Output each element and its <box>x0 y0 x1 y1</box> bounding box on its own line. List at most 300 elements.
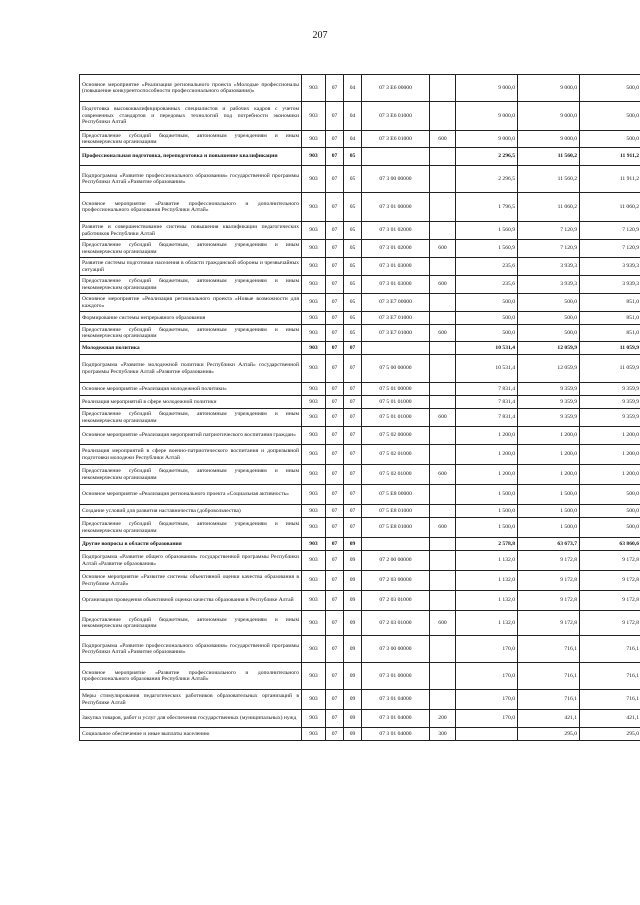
table-cell-target-article: 07 5 01 00000 <box>362 383 430 396</box>
table-cell-subsection: 04 <box>344 75 362 102</box>
table-cell-subsection: 09 <box>344 591 362 611</box>
table-cell-subsection: 04 <box>344 131 362 148</box>
table-cell-grbs: 903 <box>302 222 326 240</box>
table-cell-expense-type: 200 <box>430 710 456 728</box>
table-cell-section: 07 <box>326 258 344 276</box>
table-cell-subsection: 09 <box>344 636 362 663</box>
table-cell-amount-2: 1 200,0 <box>518 445 580 465</box>
table-cell-expense-type: 300 <box>430 728 456 741</box>
table-cell-subsection: 09 <box>344 728 362 741</box>
table-cell-target-article: 07 3 E6 01000 <box>362 102 430 131</box>
table-cell-section: 07 <box>326 663 344 690</box>
table-row <box>80 294 640 312</box>
table-cell-section: 07 <box>326 728 344 741</box>
table-cell-amount-3: 9 172,8 <box>580 591 640 611</box>
table-cell-amount-2: 7 120,9 <box>518 222 580 240</box>
table-cell-subsection: 05 <box>344 294 362 312</box>
table-cell-target-article: 07 3 01 04000 <box>362 728 430 741</box>
table-cell-amount-1: 2 296,5 <box>456 166 518 193</box>
table-cell-subsection: 09 <box>344 690 362 710</box>
table-cell-section: 07 <box>326 342 344 355</box>
table-cell-amount-2: 716,1 <box>518 663 580 690</box>
table-cell-target-article: 07 3 E7 01000 <box>362 325 430 342</box>
table-cell-target-article: 07 3 E6 00000 <box>362 75 430 102</box>
table-cell-amount-1: 1 500,0 <box>456 505 518 518</box>
table-cell-amount-3: 7 120,9 <box>580 240 640 258</box>
table-cell-subsection: 07 <box>344 396 362 409</box>
table-cell-amount-3: 11 059,9 <box>580 342 640 355</box>
table-row <box>80 636 640 663</box>
table-cell-amount-1: 9 000,0 <box>456 131 518 148</box>
table-cell-expense-type: 600 <box>430 611 456 636</box>
table-cell-grbs: 903 <box>302 166 326 193</box>
table-cell-grbs: 903 <box>302 240 326 258</box>
table-cell-grbs: 903 <box>302 427 326 445</box>
table-cell-subsection: 07 <box>344 518 362 538</box>
table-cell-expense-type <box>430 690 456 710</box>
table-cell-expense-type <box>430 222 456 240</box>
table-cell-section: 07 <box>326 276 344 294</box>
table-cell-section: 07 <box>326 690 344 710</box>
table-cell-amount-3: 1 200,0 <box>580 465 640 485</box>
table-cell-name: Предоставление субсидий бюджетным, автономным учреждениям и иным некоммерческим организациям <box>80 325 302 342</box>
table-row <box>80 465 640 485</box>
table-cell-grbs: 903 <box>302 258 326 276</box>
table-row <box>80 102 640 131</box>
table-cell-grbs: 903 <box>302 396 326 409</box>
table-cell-section: 07 <box>326 240 344 258</box>
table-cell-amount-2: 295,0 <box>518 728 580 741</box>
table-cell-amount-2: 7 120,9 <box>518 240 580 258</box>
table-cell-grbs: 903 <box>302 342 326 355</box>
table-cell-subsection: 05 <box>344 148 362 166</box>
table-cell-amount-2: 500,0 <box>518 294 580 312</box>
table-cell-subsection: 09 <box>344 538 362 551</box>
table-cell-amount-3: 9 359,9 <box>580 409 640 427</box>
table-cell-section: 07 <box>326 131 344 148</box>
table-cell-name: Создание условий для развития наставничества (добровольчества) <box>80 505 302 518</box>
table-cell-amount-1: 7 831,4 <box>456 396 518 409</box>
table-cell-subsection: 05 <box>344 312 362 325</box>
table-cell-section: 07 <box>326 75 344 102</box>
table-row <box>80 710 640 728</box>
table-cell-target-article: 07 3 01 02000 <box>362 222 430 240</box>
table-cell-section: 07 <box>326 538 344 551</box>
table-cell-amount-1: 1 560,9 <box>456 222 518 240</box>
table-cell-amount-2: 1 200,0 <box>518 427 580 445</box>
table-cell-grbs: 903 <box>302 355 326 383</box>
table-cell-name: Основное мероприятие «Реализация регионального проекта «Новые возможности для каждого» <box>80 294 302 312</box>
table-cell-expense-type <box>430 396 456 409</box>
table-cell-grbs: 903 <box>302 312 326 325</box>
table-cell-amount-1: 9 000,0 <box>456 75 518 102</box>
table-cell-amount-3: 500,0 <box>580 518 640 538</box>
table-cell-amount-1: 2 296,5 <box>456 148 518 166</box>
table-cell-amount-3: 716,1 <box>580 690 640 710</box>
table-cell-section: 07 <box>326 551 344 571</box>
table-cell-amount-1: 1 796,5 <box>456 193 518 222</box>
table-cell-expense-type <box>430 571 456 591</box>
table-cell-name: Основное мероприятие «Реализация регионального проекта «Социальная активность» <box>80 485 302 505</box>
table-cell-grbs: 903 <box>302 505 326 518</box>
table-cell-subsection: 05 <box>344 240 362 258</box>
table-cell-grbs: 903 <box>302 611 326 636</box>
table-cell-expense-type <box>430 591 456 611</box>
table-cell-subsection: 05 <box>344 193 362 222</box>
table-cell-amount-3: 500,0 <box>580 485 640 505</box>
table-cell-subsection: 07 <box>344 427 362 445</box>
table-cell-grbs: 903 <box>302 131 326 148</box>
table-cell-section: 07 <box>326 325 344 342</box>
table-cell-amount-3: 295,0 <box>580 728 640 741</box>
table-cell-expense-type <box>430 383 456 396</box>
table-cell-target-article: 07 5 E8 01000 <box>362 518 430 538</box>
table-cell-target-article: 07 5 00 00000 <box>362 355 430 383</box>
table-cell-amount-1: 1 132,0 <box>456 611 518 636</box>
table-cell-grbs: 903 <box>302 538 326 551</box>
table-cell-target-article: 07 3 01 02000 <box>362 240 430 258</box>
table-row <box>80 342 640 355</box>
table-cell-section: 07 <box>326 193 344 222</box>
table-cell-section: 07 <box>326 222 344 240</box>
table-cell-subsection: 07 <box>344 465 362 485</box>
table-row <box>80 505 640 518</box>
table-cell-expense-type <box>430 102 456 131</box>
table-cell-amount-1: 235,6 <box>456 276 518 294</box>
table-cell-target-article: 07 3 01 04000 <box>362 690 430 710</box>
table-cell-target-article: 07 3 E7 01000 <box>362 312 430 325</box>
table-cell-amount-1: 1 500,0 <box>456 485 518 505</box>
table-cell-amount-3: 11 911,2 <box>580 166 640 193</box>
table-cell-name: Предоставление субсидий бюджетным, автономным учреждениям и иным некоммерческим организациям <box>80 240 302 258</box>
table-cell-subsection: 09 <box>344 571 362 591</box>
table-cell-expense-type <box>430 148 456 166</box>
table-cell-amount-2: 11 560,2 <box>518 166 580 193</box>
table-cell-target-article: 07 5 02 00000 <box>362 427 430 445</box>
table-cell-name: Основное мероприятие «Развитие профессионального и дополнительного профессионального образования Республики Алтай» <box>80 193 302 222</box>
table-cell-section: 07 <box>326 148 344 166</box>
table-cell-section: 07 <box>326 518 344 538</box>
table-cell-grbs: 903 <box>302 445 326 465</box>
table-cell-name: Реализация мероприятий в сфере молодежной политики <box>80 396 302 409</box>
table-cell-amount-3: 851,0 <box>580 325 640 342</box>
table-cell-subsection: 09 <box>344 710 362 728</box>
table-cell-amount-2: 9 172,8 <box>518 591 580 611</box>
table-cell-subsection: 05 <box>344 258 362 276</box>
table-row <box>80 355 640 383</box>
table-cell-target-article <box>362 342 430 355</box>
table-cell-expense-type <box>430 258 456 276</box>
table-cell-grbs: 903 <box>302 551 326 571</box>
table-cell-grbs: 903 <box>302 728 326 741</box>
table-cell-grbs: 903 <box>302 485 326 505</box>
table-cell-subsection: 05 <box>344 325 362 342</box>
table-cell-amount-2: 1 500,0 <box>518 485 580 505</box>
table-cell-name: Основное мероприятие «Реализация мероприятий патриотического воспитания граждан» <box>80 427 302 445</box>
table-cell-expense-type <box>430 445 456 465</box>
table-cell-expense-type <box>430 312 456 325</box>
table-row <box>80 396 640 409</box>
table-row <box>80 427 640 445</box>
table-cell-expense-type: 600 <box>430 131 456 148</box>
table-row <box>80 325 640 342</box>
table-cell-grbs: 903 <box>302 75 326 102</box>
table-cell-grbs: 903 <box>302 710 326 728</box>
table-cell-name: Подпрограмма «Развитие профессионального образования» государственной программы Республики Алтай «Развитие образования» <box>80 166 302 193</box>
table-cell-amount-2: 500,0 <box>518 312 580 325</box>
table-cell-target-article: 07 3 01 00000 <box>362 193 430 222</box>
table-cell-amount-1: 2 578,8 <box>456 538 518 551</box>
table-cell-name: Социальное обеспечение и иные выплаты населению <box>80 728 302 741</box>
table-cell-target-article <box>362 538 430 551</box>
table-row <box>80 193 640 222</box>
table-cell-amount-1: 7 831,4 <box>456 409 518 427</box>
table-cell-target-article: 07 2 03 00000 <box>362 571 430 591</box>
table-cell-expense-type <box>430 663 456 690</box>
table-cell-amount-2: 3 939,3 <box>518 258 580 276</box>
table-row <box>80 148 640 166</box>
table-cell-name: Основное мероприятие «Реализация регионального проекта «Молодые профессионалы (повышение конкурентоспособности профессионального образования)» <box>80 75 302 102</box>
table-cell-amount-1: 1 560,9 <box>456 240 518 258</box>
table-cell-section: 07 <box>326 355 344 383</box>
table-cell-subsection: 07 <box>344 409 362 427</box>
table-cell-name: Подготовка высококвалифицированных специалистов и рабочих кадров с учетом современных стандартов и передовых технологий под потребности экономики Республики Алтай <box>80 102 302 131</box>
table-cell-expense-type: 600 <box>430 409 456 427</box>
table-cell-expense-type <box>430 355 456 383</box>
table-row <box>80 551 640 571</box>
table-cell-name: Профессиональная подготовка, переподготовка и повышение квалификации <box>80 148 302 166</box>
table-cell-amount-3: 716,1 <box>580 663 640 690</box>
table-cell-target-article: 07 2 03 01000 <box>362 591 430 611</box>
table-cell-amount-2: 9 359,9 <box>518 396 580 409</box>
table-cell-amount-1: 1 500,0 <box>456 518 518 538</box>
table-row <box>80 222 640 240</box>
table-cell-name: Предоставление субсидий бюджетным, автономным учреждениям и иным некоммерческим организациям <box>80 518 302 538</box>
table-cell-grbs: 903 <box>302 518 326 538</box>
table-cell-target-article: 07 3 E7 00000 <box>362 294 430 312</box>
table-cell-section: 07 <box>326 611 344 636</box>
table-cell-amount-1 <box>456 728 518 741</box>
table-cell-expense-type <box>430 166 456 193</box>
table-cell-amount-2: 9 000,0 <box>518 102 580 131</box>
table-cell-amount-3: 9 359,9 <box>580 396 640 409</box>
table-cell-amount-1: 170,0 <box>456 663 518 690</box>
table-cell-target-article: 07 3 E6 01000 <box>362 131 430 148</box>
table-cell-name: Предоставление субсидий бюджетным, автономным учреждениям и иным некоммерческим организациям <box>80 465 302 485</box>
table-cell-section: 07 <box>326 312 344 325</box>
table-cell-expense-type <box>430 485 456 505</box>
table-cell-grbs: 903 <box>302 294 326 312</box>
table-cell-amount-1: 1 132,0 <box>456 551 518 571</box>
table-cell-expense-type <box>430 75 456 102</box>
table-cell-target-article: 07 5 01 01000 <box>362 396 430 409</box>
table-cell-section: 07 <box>326 383 344 396</box>
table-cell-grbs: 903 <box>302 690 326 710</box>
table-cell-section: 07 <box>326 571 344 591</box>
table-cell-amount-2: 11 060,2 <box>518 193 580 222</box>
table-cell-name: Организация проведения объективной оценки качества образования в Республике Алтай <box>80 591 302 611</box>
table-cell-subsection: 09 <box>344 611 362 636</box>
table-cell-target-article: 07 3 01 03000 <box>362 258 430 276</box>
table-cell-amount-3: 9 172,8 <box>580 551 640 571</box>
table-cell-amount-2: 1 200,0 <box>518 465 580 485</box>
table-cell-target-article <box>362 148 430 166</box>
table-row <box>80 663 640 690</box>
table-cell-amount-1: 1 200,0 <box>456 427 518 445</box>
table-cell-grbs: 903 <box>302 465 326 485</box>
table-cell-amount-3: 500,0 <box>580 75 640 102</box>
table-cell-amount-2: 12 059,9 <box>518 355 580 383</box>
table-cell-amount-2: 9 172,8 <box>518 611 580 636</box>
table-row <box>80 591 640 611</box>
table-cell-amount-1: 500,0 <box>456 325 518 342</box>
table-cell-section: 07 <box>326 485 344 505</box>
table-cell-amount-1: 170,0 <box>456 710 518 728</box>
table-cell-subsection: 07 <box>344 505 362 518</box>
table-cell-amount-2: 12 059,9 <box>518 342 580 355</box>
table-cell-expense-type <box>430 505 456 518</box>
table-cell-target-article: 07 5 E8 00000 <box>362 485 430 505</box>
table-cell-target-article: 07 3 01 04000 <box>362 710 430 728</box>
table-cell-section: 07 <box>326 396 344 409</box>
table-cell-subsection: 07 <box>344 342 362 355</box>
table-cell-name: Предоставление субсидий бюджетным, автономным учреждениям и иным некоммерческим организациям <box>80 409 302 427</box>
table-cell-subsection: 09 <box>344 663 362 690</box>
table-cell-name: Предоставление субсидий бюджетным, автономным учреждениям и иным некоммерческим организациям <box>80 131 302 148</box>
table-row <box>80 518 640 538</box>
table-cell-grbs: 903 <box>302 148 326 166</box>
table-cell-expense-type <box>430 551 456 571</box>
table-cell-expense-type <box>430 193 456 222</box>
table-cell-name: Реализация мероприятий в сфере военно-патриотического воспитания и допризывной подготовки молодежи Республики Алтай <box>80 445 302 465</box>
table-cell-amount-3: 851,0 <box>580 294 640 312</box>
table-cell-amount-3: 421,1 <box>580 710 640 728</box>
table-cell-section: 07 <box>326 636 344 663</box>
table-cell-amount-3: 9 172,8 <box>580 611 640 636</box>
table-cell-amount-2: 9 359,9 <box>518 409 580 427</box>
table-cell-target-article: 07 3 00 00000 <box>362 166 430 193</box>
table-row <box>80 538 640 551</box>
table-cell-name: Подпрограмма «Развитие профессионального образования» государственной программы Республики Алтай «Развитие образования» <box>80 636 302 663</box>
table-cell-name: Другие вопросы в области образования <box>80 538 302 551</box>
table-row <box>80 690 640 710</box>
table-cell-section: 07 <box>326 710 344 728</box>
table-cell-grbs: 903 <box>302 571 326 591</box>
table-row <box>80 409 640 427</box>
table-cell-expense-type <box>430 427 456 445</box>
table-row <box>80 131 640 148</box>
table-cell-target-article: 07 3 00 00000 <box>362 636 430 663</box>
table-cell-expense-type: 600 <box>430 465 456 485</box>
table-cell-amount-1: 10 531,4 <box>456 355 518 383</box>
table-cell-expense-type <box>430 342 456 355</box>
table-cell-section: 07 <box>326 591 344 611</box>
page-number: 207 <box>312 30 328 41</box>
table-cell-grbs: 903 <box>302 276 326 294</box>
table-cell-name: Меры стимулирования педагогических работников образовательных организаций в Республике Алтай <box>80 690 302 710</box>
table-cell-amount-3: 1 200,0 <box>580 427 640 445</box>
table-cell-amount-2: 9 359,9 <box>518 383 580 396</box>
table-cell-section: 07 <box>326 102 344 131</box>
table-cell-grbs: 903 <box>302 325 326 342</box>
table-cell-amount-3: 500,0 <box>580 505 640 518</box>
table-cell-subsection: 07 <box>344 485 362 505</box>
table-cell-amount-2: 9 172,8 <box>518 571 580 591</box>
table-cell-target-article: 07 3 01 03000 <box>362 276 430 294</box>
table-cell-amount-2: 9 172,8 <box>518 551 580 571</box>
table-row <box>80 166 640 193</box>
table-cell-section: 07 <box>326 465 344 485</box>
table-cell-subsection: 05 <box>344 166 362 193</box>
table-cell-section: 07 <box>326 427 344 445</box>
table-cell-amount-1: 7 831,4 <box>456 383 518 396</box>
table-cell-amount-3: 716,1 <box>580 636 640 663</box>
table-cell-expense-type: 600 <box>430 518 456 538</box>
table-cell-subsection: 07 <box>344 383 362 396</box>
table-cell-amount-3: 11 060,2 <box>580 193 640 222</box>
table-cell-target-article: 07 5 02 01000 <box>362 445 430 465</box>
table-cell-amount-3: 9 359,9 <box>580 383 640 396</box>
table-cell-target-article: 07 2 03 01000 <box>362 611 430 636</box>
table-cell-grbs: 903 <box>302 193 326 222</box>
table-cell-name: Предоставление субсидий бюджетным, автономным учреждениям и иным некоммерческим организациям <box>80 611 302 636</box>
table-cell-grbs: 903 <box>302 591 326 611</box>
table-cell-amount-1: 235,6 <box>456 258 518 276</box>
table-cell-amount-3: 7 120,9 <box>580 222 640 240</box>
table-cell-expense-type <box>430 294 456 312</box>
table-cell-subsection: 07 <box>344 445 362 465</box>
table-row <box>80 75 640 102</box>
table-row <box>80 240 640 258</box>
table-cell-amount-2: 3 939,3 <box>518 276 580 294</box>
table-cell-target-article: 07 5 E8 01000 <box>362 505 430 518</box>
table-cell-amount-2: 11 560,2 <box>518 148 580 166</box>
table-row <box>80 312 640 325</box>
table-cell-amount-1: 1 132,0 <box>456 591 518 611</box>
table-cell-target-article: 07 2 00 00000 <box>362 551 430 571</box>
table-cell-section: 07 <box>326 294 344 312</box>
table-cell-amount-1: 500,0 <box>456 312 518 325</box>
table-cell-expense-type: 600 <box>430 240 456 258</box>
table-cell-grbs: 903 <box>302 636 326 663</box>
table-cell-amount-3: 851,0 <box>580 312 640 325</box>
table-cell-name: Основное мероприятие «Реализация молодежной политики» <box>80 383 302 396</box>
table-cell-name: Подпрограмма «Развитие общего образования» государственной программы Республики Алтай «Развитие образования» <box>80 551 302 571</box>
table-cell-subsection: 07 <box>344 355 362 383</box>
table-cell-name: Развитие и совершенствование системы повышения квалификации педагогических работников Республики Алтай <box>80 222 302 240</box>
budget-table <box>79 74 640 741</box>
table-cell-amount-1: 1 132,0 <box>456 571 518 591</box>
table-cell-amount-3: 9 172,8 <box>580 571 640 591</box>
table-cell-section: 07 <box>326 505 344 518</box>
table-cell-amount-3: 1 200,0 <box>580 445 640 465</box>
table-cell-amount-1: 500,0 <box>456 294 518 312</box>
table-cell-grbs: 903 <box>302 102 326 131</box>
table-cell-amount-2: 9 000,0 <box>518 131 580 148</box>
table-cell-name: Основное мероприятие «Развитие профессионального и дополнительного профессионального образования Республики Алтай» <box>80 663 302 690</box>
table-cell-amount-3: 3 939,3 <box>580 276 640 294</box>
table-row <box>80 571 640 591</box>
table-cell-amount-2: 9 000,0 <box>518 75 580 102</box>
table-cell-name: Предоставление субсидий бюджетным, автономным учреждениям и иным некоммерческим организациям <box>80 276 302 294</box>
table-cell-subsection: 09 <box>344 551 362 571</box>
table-cell-name: Формирование системы непрерывного образования <box>80 312 302 325</box>
table-cell-section: 07 <box>326 445 344 465</box>
table-cell-amount-3: 11 059,9 <box>580 355 640 383</box>
table-cell-amount-2: 716,1 <box>518 690 580 710</box>
table-cell-amount-3: 11 911,2 <box>580 148 640 166</box>
table-row <box>80 445 640 465</box>
